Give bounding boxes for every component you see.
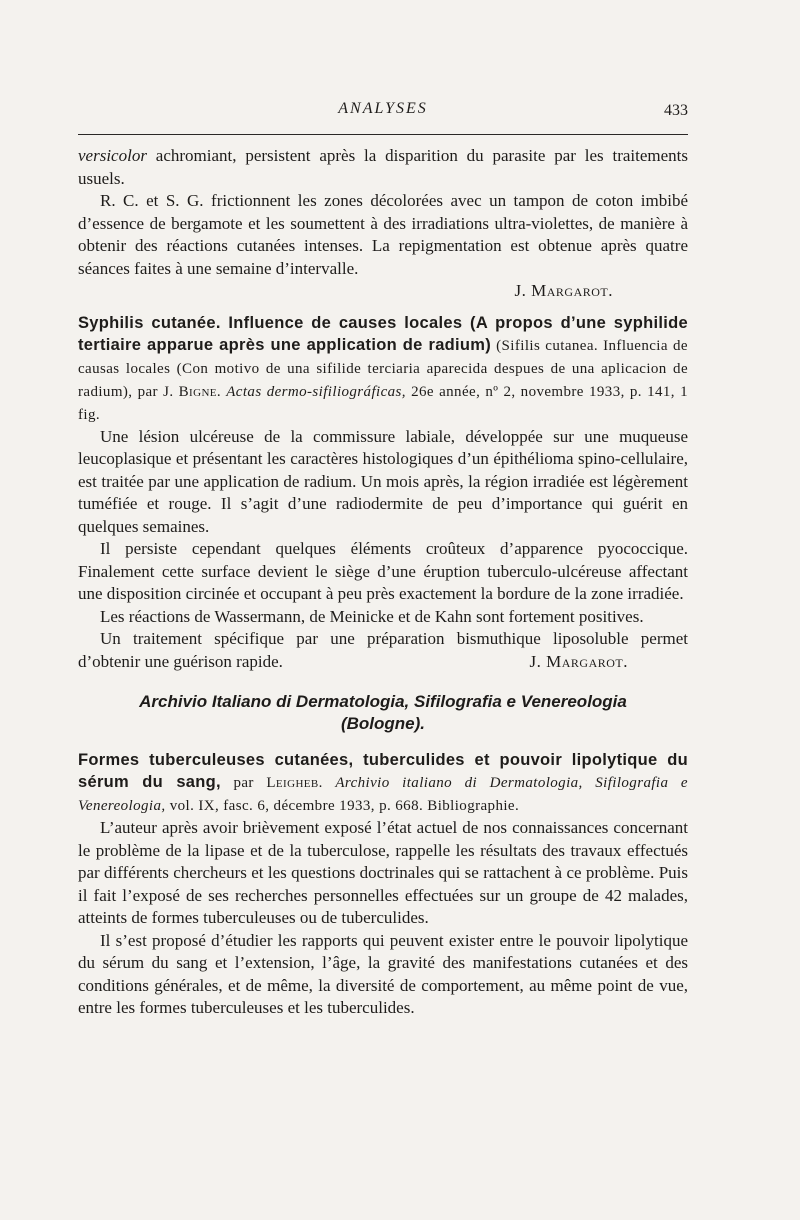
page-number: 433 [664, 102, 688, 119]
journal-heading-line1: Archivio Italiano di Dermatologia, Sifilografia e Venereologia [139, 692, 627, 711]
running-title: ANALYSES [338, 100, 428, 117]
review1-paragraph: R. C. et S. G. frictionnent les zones décolorées avec un tampon de coton imbibé d’essence de bergamote et les soumettent à des irradiations ultra-violettes, de manière à obtenir des réactions cutanées intenses. La repigmentation est obtenue après quatre séances faites à une semaine d’intervalle. [78, 191, 688, 278]
review3 [78, 749, 688, 1020]
review3-citation-part3: vol. IX, fasc. 6, décembre 1933, p. 668. Bibliographie. [165, 798, 520, 814]
review2-paragraph-3: Les réactions de Wassermann, de Meinicke et de Kahn sont fortement positives. [100, 606, 644, 626]
journal-heading [78, 691, 688, 735]
review2-citation-part2: . [216, 383, 227, 400]
review3-paragraph-2: Il s’est proposé d’étudier les rapports qui peuvent exister entre le pouvoir lipolytique du sérum du sang et l’extension, l’âge, la gravité des manifestations cutanées et des conditions générales, et de même, la diversité de comportement, au même point de vue, entre les formes tuberculeuses et les tuberculides. [78, 930, 688, 1017]
review2 [78, 312, 688, 674]
continuation-text: achromiant, persistent après la disparition du parasite par les traitements usuels. [78, 146, 688, 188]
review2-citation-part3: 26e année, nº 2, novembre 1933, p. 141, 1 fig. [78, 383, 689, 423]
review2-title: Syphilis cutanée. Influence de causes locales (A propos d’une syphilide tertiaire apparue après une application de radium) [78, 313, 688, 354]
running-head [78, 100, 688, 124]
review3-title: Formes tuberculeuses cutanées, tuberculides et pouvoir lipolytique du sérum du sang, [78, 751, 688, 791]
review1-signature: J. Margarot. [514, 281, 613, 300]
review3-citation-part2: . [318, 775, 336, 791]
review3-citation-part1: par [220, 775, 267, 791]
journal-heading-line2: (Bologne). [340, 714, 426, 733]
review2-heading [78, 312, 688, 426]
review2-journal: Actas dermo-sifiliográficas, [226, 383, 406, 400]
review2-author: Bigne [178, 383, 217, 400]
continuation-paragraph [78, 145, 688, 190]
header-rule [78, 134, 688, 135]
review2-citation-part1: (Sifilis cutanea. Influencia de causas locales (Con motivo de una sifilide terciaria aparecida despues de una aplicacion de radium), par J. [78, 337, 688, 400]
review3-heading [78, 749, 688, 817]
review2-paragraph-1: Une lésion ulcéreuse de la commissure labiale, développée sur une muqueuse leucoplasique et présentant les caractères histologiques d’un épithélioma spino-cellulaire, est traitée par une application de radium. Un mois après, la région irradiée est légèrement tuméfiée et rouge. Il s’agit d’une radiodermite de peu d’importance qui guérit en quelques semaines. [78, 426, 688, 536]
page-body [78, 145, 688, 1020]
review2-paragraph-4 [78, 628, 688, 673]
review2-paragraph-2: Il persiste cependant quelques éléments croûteux d’apparence pyococcique. Finalement cette surface devient le siège d’une éruption tuberculo-ulcéreuse affectant une disposition circinée et occupant à peu près exactement la bordure de la zone irradiée. [78, 539, 688, 603]
review3-journal: Archivio italiano di Dermatologia, Sifilografia e Venereologia, [78, 775, 688, 814]
review1-signature-line [78, 280, 688, 303]
continuation-italic-word: versicolor [78, 146, 147, 165]
review2-signature: J. Margarot. [529, 651, 628, 671]
review2-paragraph-4-text: Un traitement spécifique par une préparation bismuthique liposoluble permet d’obtenir une guérison rapide. [78, 629, 688, 671]
review3-author: Leigheb [266, 775, 319, 791]
review3-paragraph-1: L’auteur après avoir brièvement exposé l’état actuel de nos connaissances concernant le problème de la lipase et de la tuberculose, rappelle les résultats des travaux effectués par différents chercheurs et les questions doctrinales qui se rattachent à ce problème. Puis il fait l’exposé de ses recherches personnelles effectuées sur un groupe de 42 malades, atteints de formes tuberculeuses ou de tuberculides. [78, 818, 688, 927]
